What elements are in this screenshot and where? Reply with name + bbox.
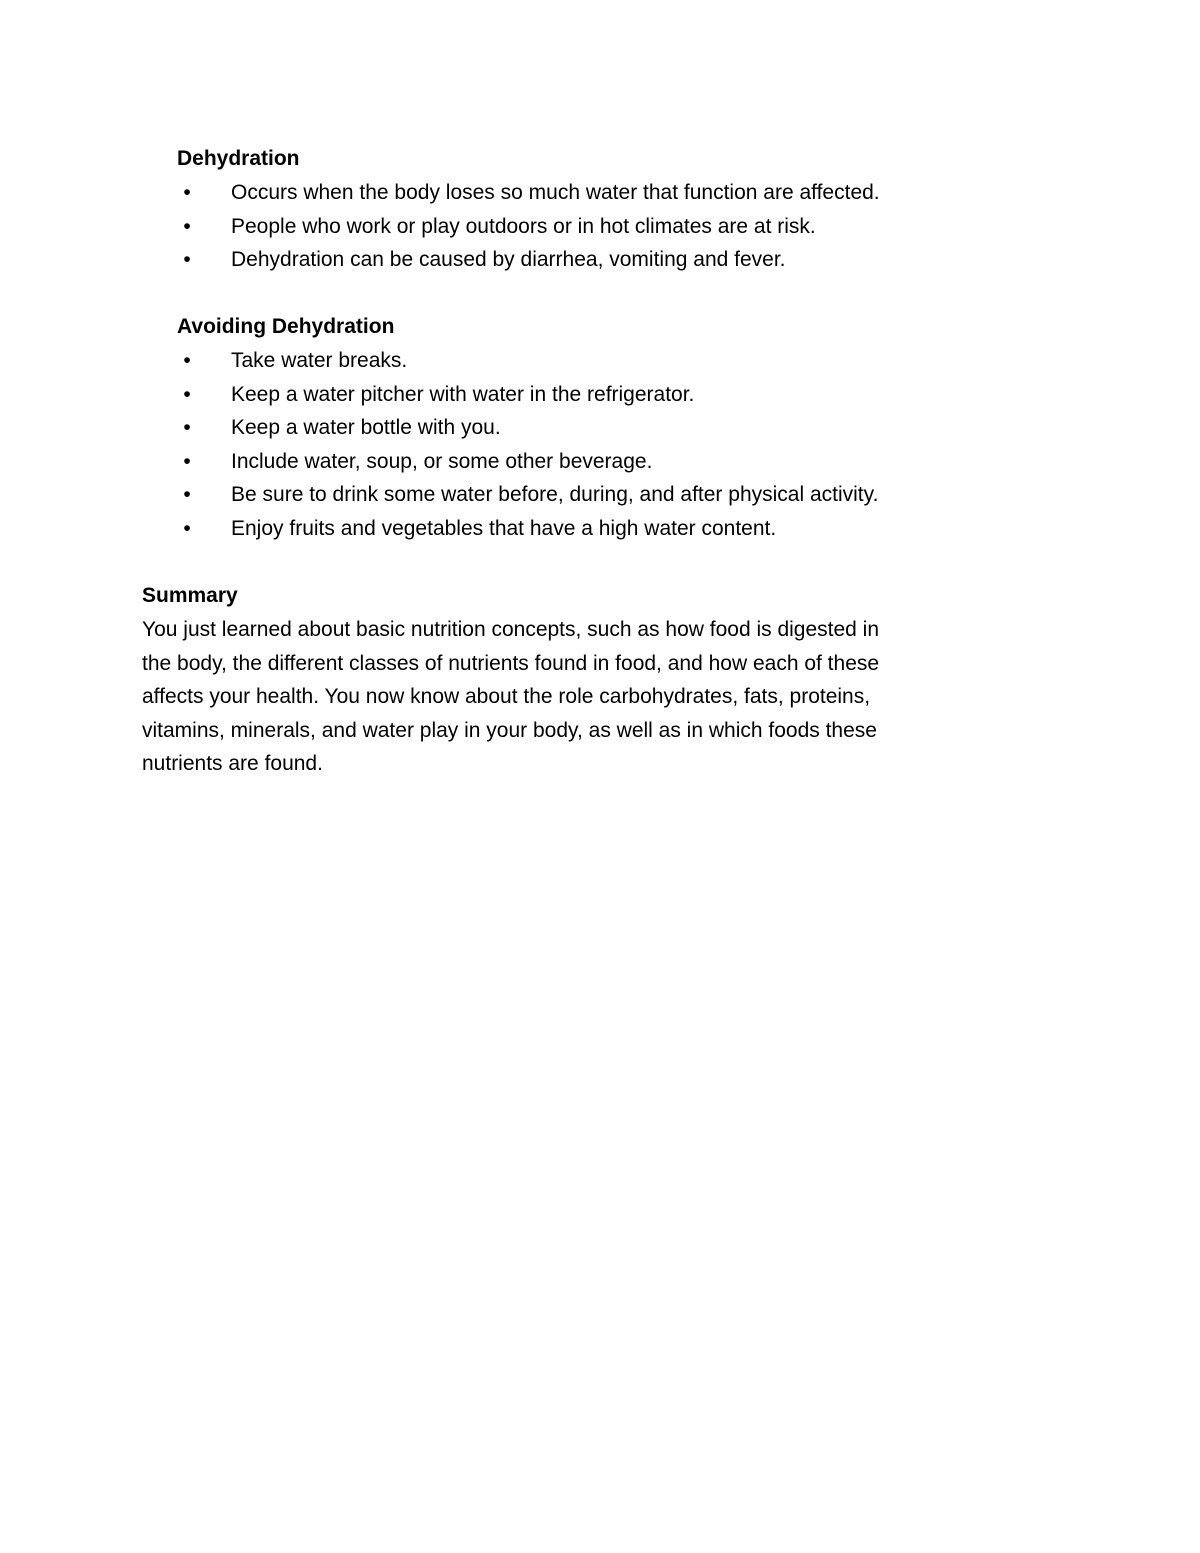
- list-item: [177, 478, 878, 512]
- bullet-icon: •: [183, 416, 191, 440]
- list-item-text: Keep a water bottle with you.: [231, 416, 501, 440]
- list-item-text: Be sure to drink some water before, during, and after physical activity.: [231, 483, 879, 507]
- avoiding-dehydration-list: [177, 344, 878, 546]
- list-item-text: Include water, soup, or some other beverage.: [231, 449, 653, 473]
- summary-heading: Summary: [142, 584, 238, 607]
- bullet-icon: •: [183, 483, 191, 507]
- dehydration-heading: Dehydration: [177, 147, 300, 170]
- summary-line: You just learned about basic nutrition concepts, such as how food is digested in: [142, 618, 880, 641]
- list-item-text: Enjoy fruits and vegetables that have a high water content.: [231, 516, 777, 540]
- list-item: [177, 210, 880, 244]
- bullet-icon: •: [183, 349, 191, 372]
- summary-line: nutrients are found.: [142, 752, 323, 776]
- list-item: [177, 344, 878, 378]
- bullet-icon: •: [183, 516, 191, 540]
- bullet-icon: •: [183, 382, 191, 406]
- list-item-text: Take water breaks.: [231, 349, 408, 372]
- avoiding-dehydration-heading: Avoiding Dehydration: [177, 315, 395, 338]
- list-item: [177, 512, 878, 546]
- bullet-icon: •: [183, 449, 191, 473]
- list-item-text: Occurs when the body loses so much water that function are affected.: [231, 181, 880, 204]
- list-item: [177, 378, 878, 412]
- list-item: [177, 243, 880, 277]
- list-item-text: People who work or play outdoors or in hot climates are at risk.: [231, 214, 816, 238]
- summary-line: vitamins, minerals, and water play in your body, as well as in which foods these: [142, 718, 877, 742]
- summary-line: affects your health. You now know about the role carbohydrates, fats, proteins,: [142, 685, 871, 709]
- summary-line: the body, the different classes of nutrients found in food, and how each of these: [142, 651, 880, 675]
- avoiding-dehydration-section: [177, 310, 878, 546]
- list-item-text: Keep a water pitcher with water in the refrigerator.: [231, 382, 695, 406]
- list-item: [177, 411, 878, 445]
- summary-section: [142, 579, 879, 781]
- summary-paragraph: [142, 613, 879, 781]
- list-item-text: Dehydration can be caused by diarrhea, vomiting and fever.: [231, 248, 786, 272]
- bullet-icon: •: [183, 248, 191, 272]
- dehydration-section: [177, 142, 880, 277]
- list-item: [177, 445, 878, 479]
- bullet-icon: •: [183, 214, 191, 238]
- list-item: [177, 176, 880, 210]
- dehydration-list: [177, 176, 880, 277]
- bullet-icon: •: [183, 181, 191, 204]
